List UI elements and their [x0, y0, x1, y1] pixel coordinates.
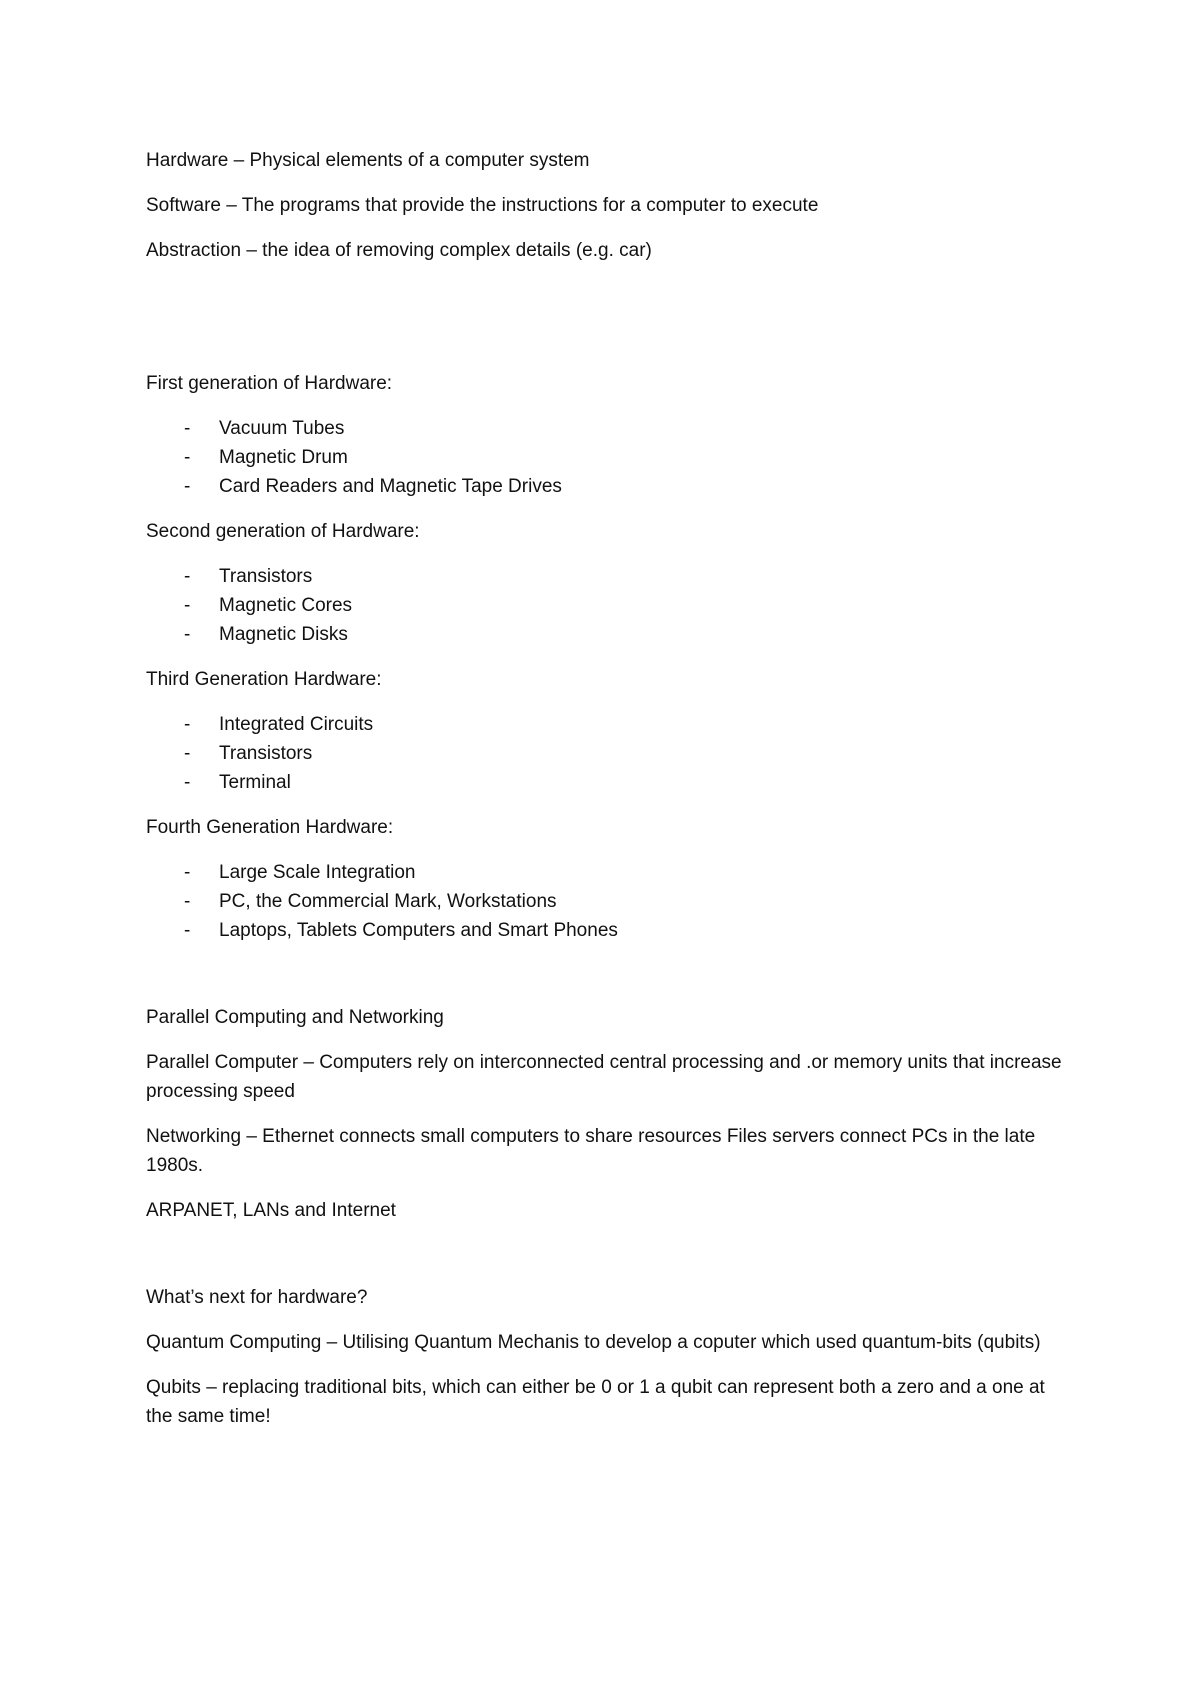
list-item-text: Laptops, Tablets Computers and Smart Phones	[219, 920, 618, 941]
fourth-generation-list	[146, 858, 1066, 945]
list-item	[146, 620, 1066, 649]
next-heading: What’s next for hardware?	[146, 1287, 368, 1308]
list-item-text: Terminal	[219, 772, 291, 793]
list-item-text: PC, the Commercial Mark, Workstations	[219, 891, 557, 912]
bullet-dash: -	[184, 624, 191, 645]
spacer	[146, 1241, 1066, 1283]
spacer	[146, 281, 1066, 369]
list-item-text: Transistors	[219, 566, 313, 587]
list-item	[146, 916, 1066, 945]
bullet-dash: -	[184, 447, 191, 468]
first-generation-list	[146, 414, 1066, 501]
list-item	[146, 591, 1066, 620]
first-generation-heading: First generation of Hardware:	[146, 373, 393, 394]
spacer	[146, 961, 1066, 1003]
list-item-text: Card Readers and Magnetic Tape Drives	[219, 476, 562, 497]
arpanet-paragraph: ARPANET, LANs and Internet	[146, 1200, 396, 1221]
list-item	[146, 472, 1066, 501]
bullet-dash: -	[184, 920, 191, 941]
bullet-dash: -	[184, 566, 191, 587]
bullet-dash: -	[184, 891, 191, 912]
qubits-paragraph: Qubits – replacing traditional bits, which can either be 0 or 1 a qubit can represent both a zero and a one at the same time!	[146, 1377, 1045, 1427]
list-item	[146, 710, 1066, 739]
second-generation-list	[146, 562, 1066, 649]
list-item-text: Transistors	[219, 743, 313, 764]
parallel-heading: Parallel Computing and Networking	[146, 1007, 444, 1028]
quantum-computing-paragraph: Quantum Computing – Utilising Quantum Mechanis to develop a coputer which used quantum-bits (qubits)	[146, 1332, 1041, 1353]
list-item-text: Magnetic Cores	[219, 595, 353, 616]
list-item-text: Magnetic Drum	[219, 447, 348, 468]
bullet-dash: -	[184, 743, 191, 764]
definition-abstraction: Abstraction – the idea of removing complex details (e.g. car)	[146, 240, 652, 261]
list-item-text: Vacuum Tubes	[219, 418, 345, 439]
parallel-computer-paragraph: Parallel Computer – Computers rely on interconnected central processing and .or memory units that increase processing speed	[146, 1052, 1062, 1102]
definition-hardware: Hardware – Physical elements of a computer system	[146, 150, 590, 171]
list-item	[146, 443, 1066, 472]
list-item-text: Integrated Circuits	[219, 714, 374, 735]
bullet-dash: -	[184, 772, 191, 793]
document-body	[146, 146, 1066, 1447]
list-item	[146, 858, 1066, 887]
bullet-dash: -	[184, 476, 191, 497]
list-item-text: Large Scale Integration	[219, 862, 416, 883]
list-item-text: Magnetic Disks	[219, 624, 348, 645]
third-generation-heading: Third Generation Hardware:	[146, 669, 382, 690]
list-item	[146, 768, 1066, 797]
definition-software: Software – The programs that provide the instructions for a computer to execute	[146, 195, 819, 216]
bullet-dash: -	[184, 862, 191, 883]
list-item	[146, 887, 1066, 916]
networking-paragraph: Networking – Ethernet connects small computers to share resources Files servers connect PCs in the late 1980s.	[146, 1126, 1036, 1176]
bullet-dash: -	[184, 714, 191, 735]
second-generation-heading: Second generation of Hardware:	[146, 521, 420, 542]
fourth-generation-heading: Fourth Generation Hardware:	[146, 817, 394, 838]
bullet-dash: -	[184, 595, 191, 616]
list-item	[146, 739, 1066, 768]
list-item	[146, 414, 1066, 443]
list-item	[146, 562, 1066, 591]
bullet-dash: -	[184, 418, 191, 439]
third-generation-list	[146, 710, 1066, 797]
